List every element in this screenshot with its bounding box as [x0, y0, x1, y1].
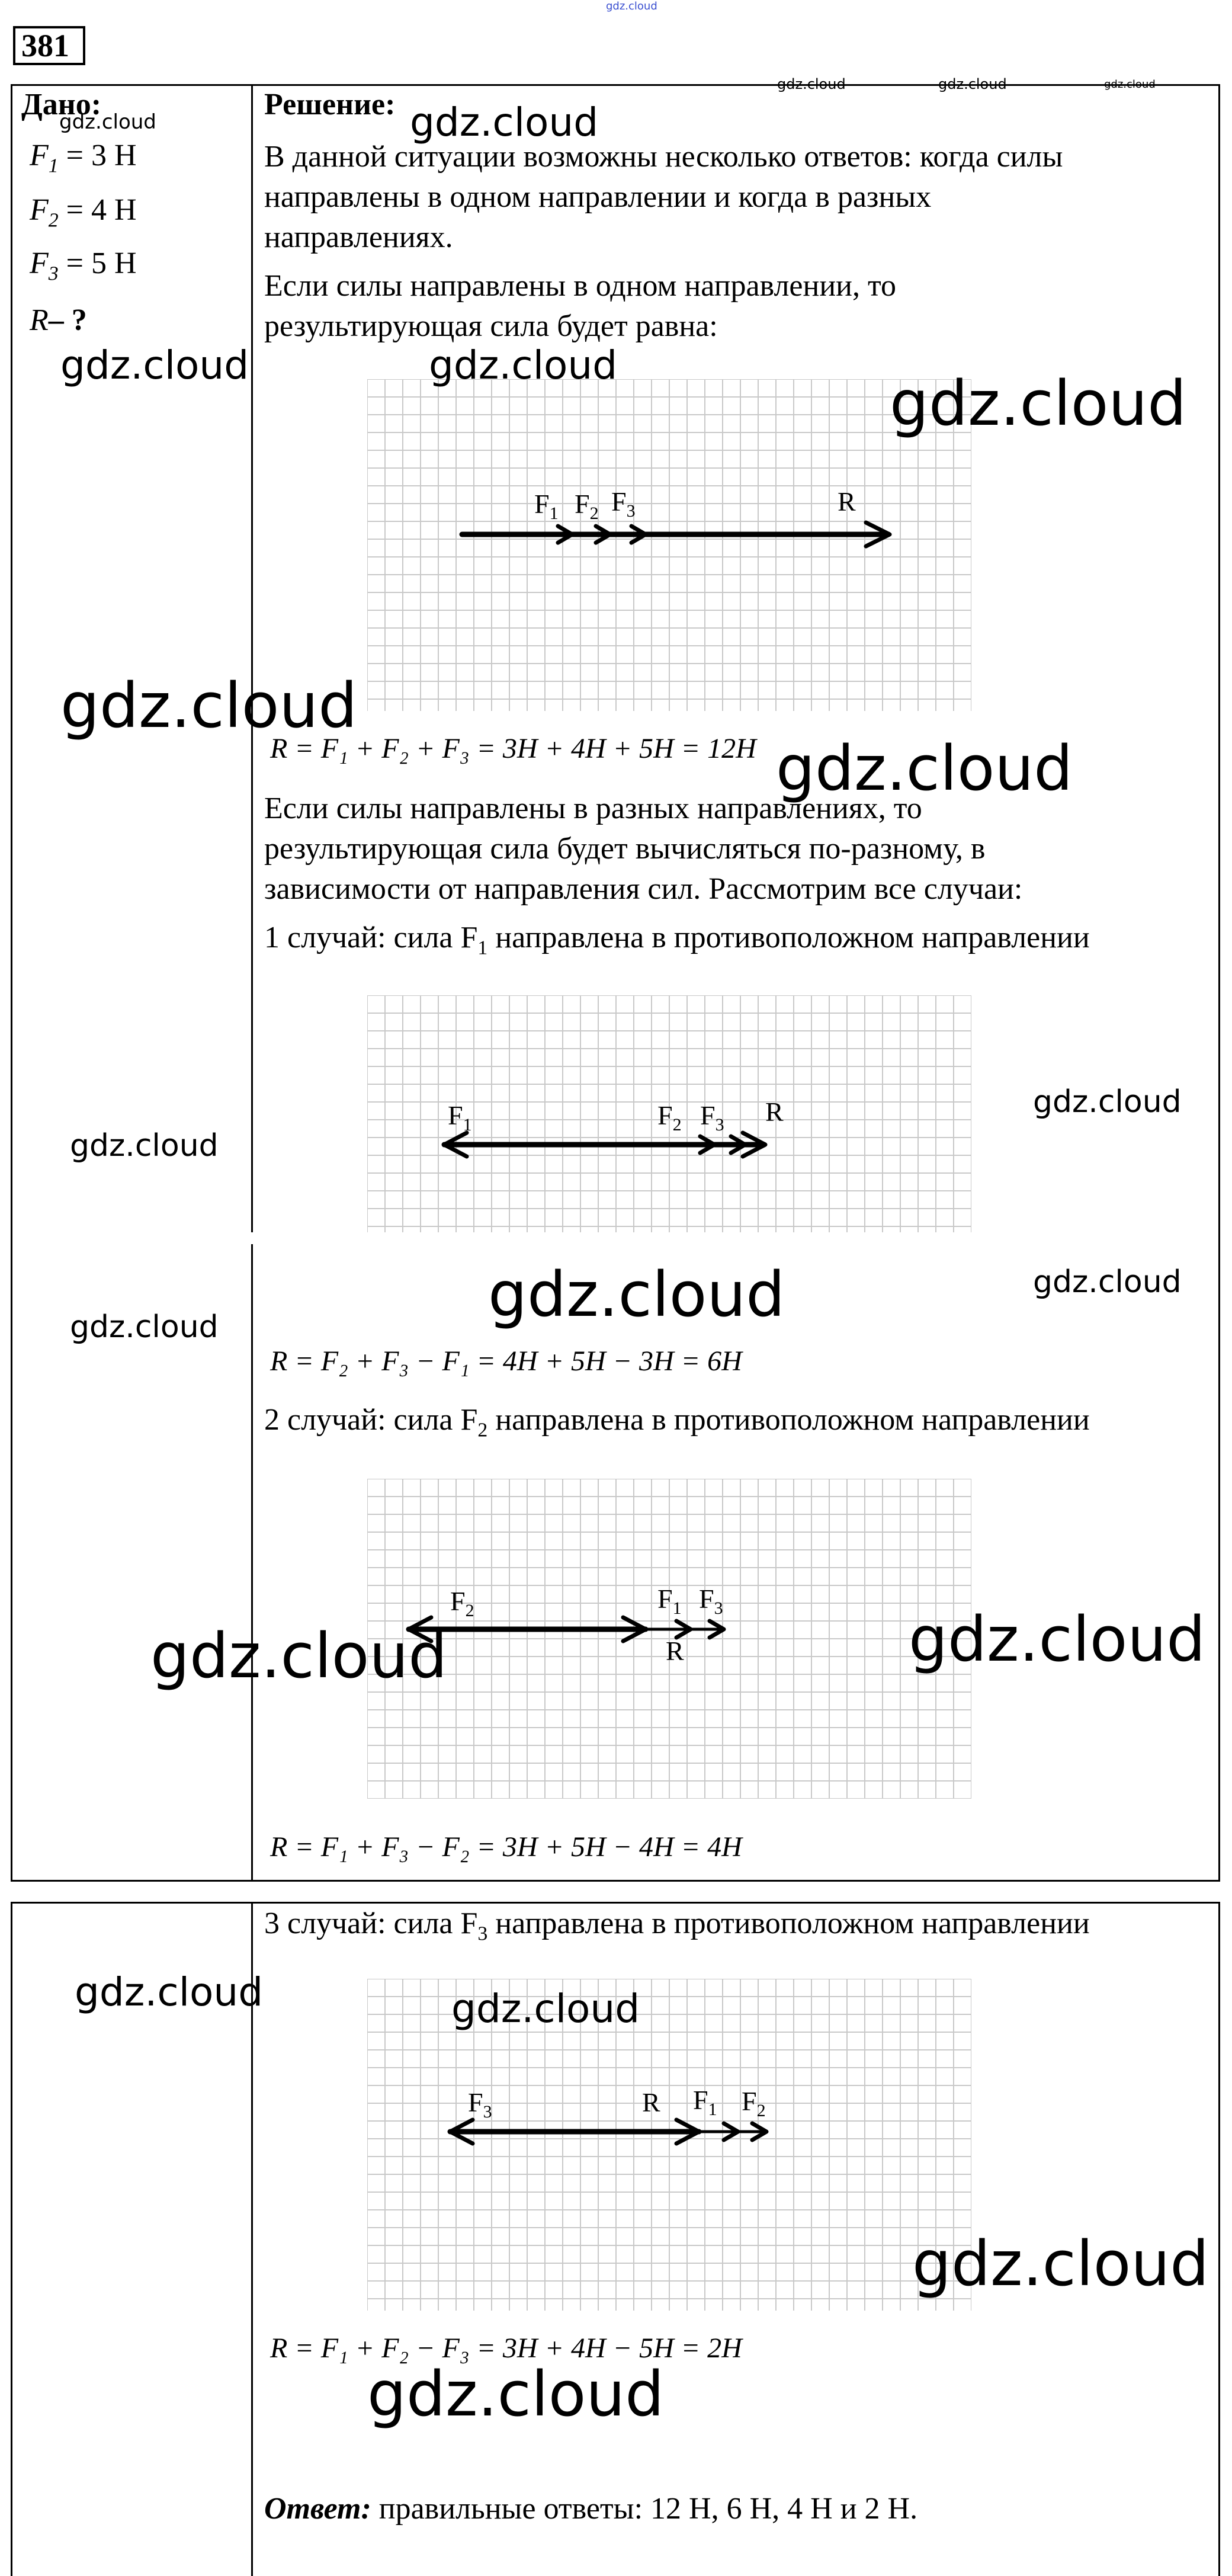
watermark: gdz.cloud [890, 367, 1187, 440]
watermark: gdz.cloud [909, 1603, 1206, 1675]
watermark: gdz.cloud [150, 1620, 448, 1692]
watermark: gdz.cloud [75, 1969, 264, 2015]
label-f2: $F_2$ [742, 2086, 766, 2120]
watermark-tiny: gdz.cloud [606, 0, 657, 12]
label-f1: $F_1$ [693, 2085, 717, 2119]
given-unknown: R– ? [30, 303, 87, 337]
solution-title: Решение: [264, 88, 396, 121]
case-3-heading: 3 случай: сила $F_3$ направлена в противоположном направлении [264, 1907, 1090, 1945]
watermark: gdz.cloud [1104, 78, 1156, 91]
label-f3: $F_3$ [699, 1584, 723, 1618]
intro-line-1: В данной ситуации возможны несколько ответов: когда силы [264, 140, 1063, 174]
table-1-divider [251, 84, 253, 1232]
case-2-heading: 2 случай: сила $F_2$ направлена в противоположном направлении [264, 1403, 1090, 1441]
formula-same-direction: R = F₁ + F₂ + F₃ = 3H + 4H + 5H = 12H [270, 733, 756, 764]
label-f1: $F_1$ [657, 1584, 682, 1618]
diagram-case-2 [367, 1479, 971, 1799]
formula-case-3: R = F₁ + F₂ − F₃ = 3H + 4H − 5H = 2H [270, 2333, 742, 2364]
watermark: gdz.cloud [60, 342, 249, 388]
watermark: gdz.cloud [776, 732, 1073, 805]
watermark: gdz.cloud [59, 110, 156, 134]
label-f3: $F_3$ [468, 2087, 492, 2122]
same-dir-line-1: Если силы направлены в одном направлении, то [264, 269, 897, 303]
watermark: gdz.cloud [912, 2228, 1209, 2300]
given-f2: $F_2 = 4$ Н [30, 193, 137, 232]
watermark: gdz.cloud [488, 1258, 785, 1331]
watermark: gdz.cloud [60, 669, 358, 742]
same-dir-line-2: результирующая сила будет равна: [264, 309, 718, 343]
case-1-heading: 1 случай: сила $F_1$ направлена в противоположном направлении [264, 921, 1090, 959]
diff-dir-line-3: зависимости от направления сил. Рассмотрим все случаи: [264, 872, 1023, 906]
label-f2: $F_2$ [575, 489, 599, 523]
label-r: R [666, 1636, 684, 1666]
diagram-case-1 [367, 995, 971, 1232]
label-f1: $F_1$ [534, 489, 559, 523]
label-f1: $F_1$ [448, 1100, 472, 1135]
given-f1: $F_1 = 3$ Н [30, 139, 137, 177]
answer-text: правильные ответы: 12 Н, 6 Н, 4 Н и 2 Н. [371, 2492, 918, 2526]
watermark: gdz.cloud [70, 1128, 219, 1164]
grid [367, 379, 971, 711]
given-title: Дано: [21, 88, 102, 121]
watermark: gdz.cloud [451, 1986, 640, 2032]
watermark: gdz.cloud [1033, 1264, 1182, 1300]
intro-line-3: направлениях. [264, 220, 453, 254]
label-f3: $F_3$ [700, 1100, 724, 1135]
given-f3: $F_3 = 5$ Н [30, 246, 137, 285]
label-f2: $F_2$ [657, 1100, 682, 1135]
watermark: gdz.cloud [777, 76, 846, 92]
watermark: gdz.cloud [938, 76, 1007, 92]
label-r: R [765, 1097, 784, 1127]
label-r: R [642, 2087, 660, 2117]
label-f2: $F_2$ [450, 1586, 474, 1620]
watermark: gdz.cloud [367, 2358, 665, 2430]
table-1-divider-lower [251, 1244, 253, 1882]
problem-number: 381 [21, 28, 69, 63]
answer-label: Ответ: [264, 2492, 371, 2526]
diff-dir-line-1: Если силы направлены в разных направлениях, то [264, 792, 922, 825]
watermark: gdz.cloud [70, 1309, 219, 1345]
watermark: gdz.cloud [410, 100, 599, 145]
label-r: R [838, 486, 856, 517]
diagram-same-direction [367, 379, 971, 711]
formula-case-1: R = F₂ + F₃ − F₁ = 4H + 5H − 3H = 6H [270, 1345, 742, 1377]
answer [264, 2488, 917, 2530]
watermark: gdz.cloud [1033, 1084, 1182, 1120]
intro-line-2: направлены в одном направлении и когда в разных [264, 180, 932, 214]
watermark: gdz.cloud [429, 342, 618, 388]
label-f3: $F_3$ [611, 486, 636, 521]
formula-case-2: R = F₁ + F₃ − F₂ = 3H + 5H − 4H = 4H [270, 1831, 742, 1863]
diff-dir-line-2: результирующая сила будет вычисляться по-разному, в [264, 832, 986, 866]
problem-number-box [13, 26, 85, 65]
